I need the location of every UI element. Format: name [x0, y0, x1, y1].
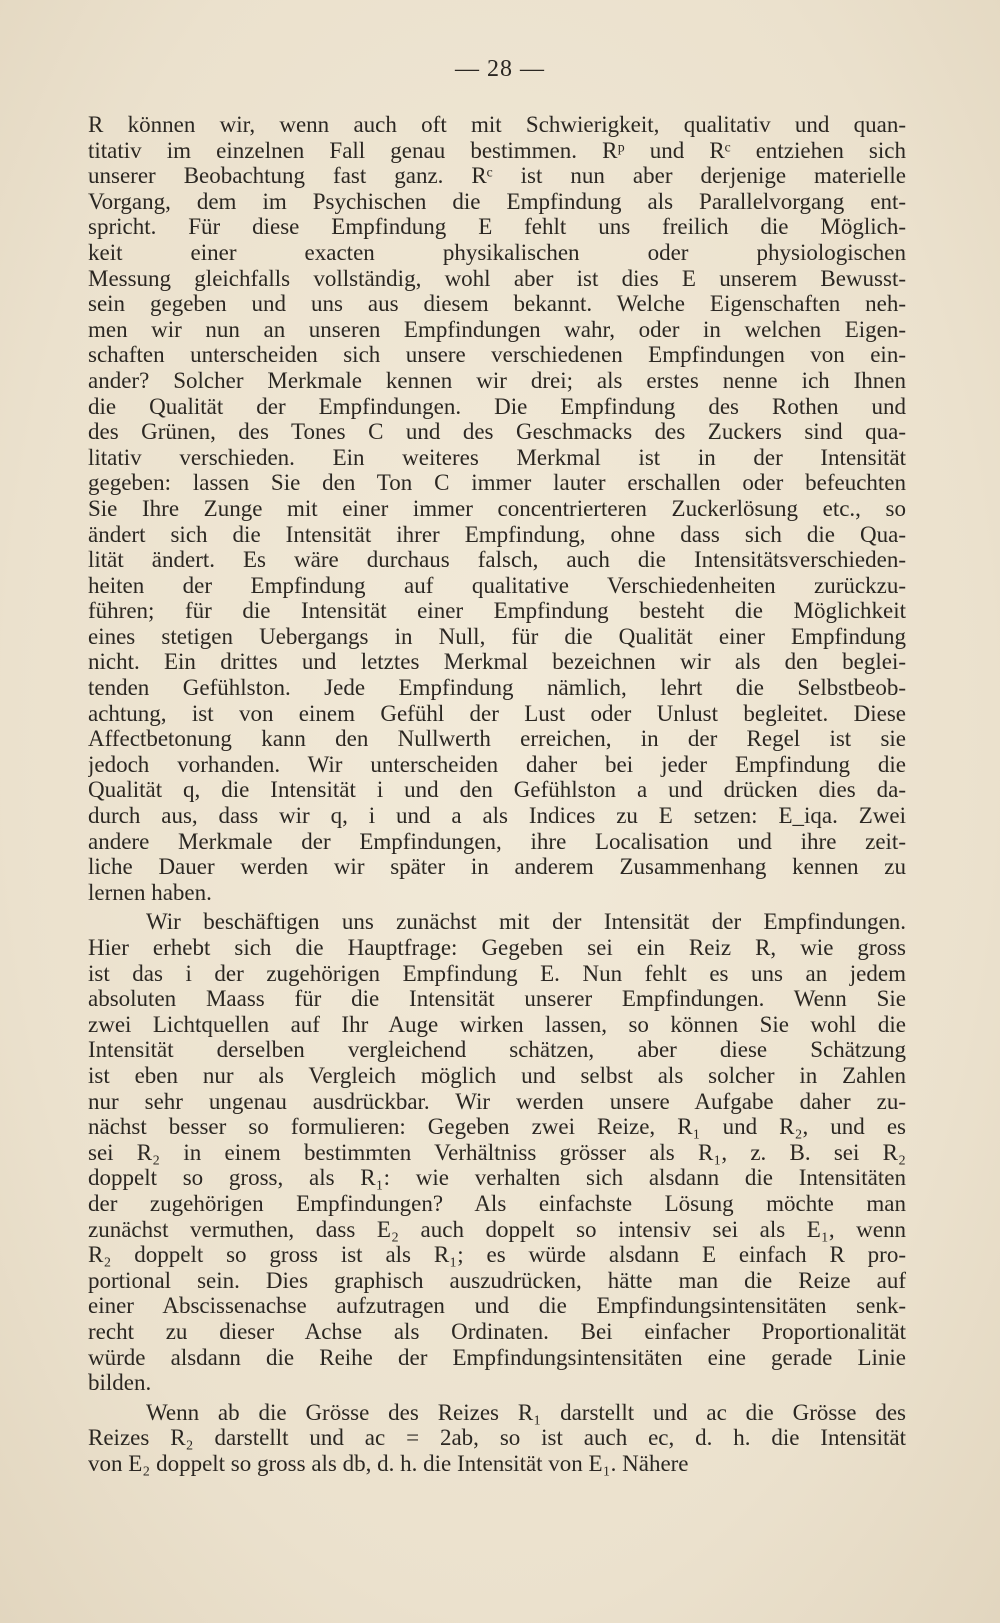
- text-line: durch aus, dass wir q, i und a als Indices zu E setzen: E_iqa. Zwei: [88, 803, 906, 829]
- text-line: Qualität q, die Intensität i und den Gefühlston a und drücken dies da-: [88, 777, 906, 803]
- text-line: Wir beschäftigen uns zunächst mit der Intensität der Empfindungen.: [146, 909, 906, 935]
- text-line: absoluten Maass für die Intensität unserer Empfindungen. Wenn Sie: [88, 986, 906, 1012]
- paragraph-3: [88, 1400, 906, 1477]
- text-line: doppelt so gross, als R₁: wie verhalten sich alsdann die Intensitäten: [88, 1165, 906, 1191]
- text-line: keit einer exacten physikalischen oder physiologischen: [88, 239, 906, 265]
- text-line: Wenn ab die Grösse des Reizes R₁ darstellt und ac die Grösse des: [146, 1399, 906, 1425]
- text-line: heiten der Empfindung auf qualitative Verschiedenheiten zurückzu-: [88, 572, 906, 598]
- paragraph-1: [88, 112, 906, 905]
- text-line: nur sehr ungenau ausdrückbar. Wir werden unsere Aufgabe daher zu-: [88, 1088, 906, 1114]
- text-line: R₂ doppelt so gross ist als R₁; es würde alsdann E einfach R pro-: [88, 1242, 906, 1268]
- text-line: einer Abscissenachse aufzutragen und die Empfindungsintensitäten senk-: [88, 1293, 906, 1319]
- text-line: zunächst vermuthen, dass E₂ auch doppelt so intensiv sei als E₁, wenn: [88, 1216, 906, 1242]
- text-line: titativ im einzelnen Fall genau bestimmen. Rᵖ und Rᶜ entziehen sich: [88, 137, 906, 163]
- text-line: spricht. Für diese Empfindung E fehlt uns freilich die Möglich-: [88, 214, 906, 240]
- text-line: der zugehörigen Empfindungen? Als einfachste Lösung möchte man: [88, 1190, 906, 1216]
- text-line: bilden.: [88, 1370, 152, 1396]
- text-line: ist das i der zugehörigen Empfindung E. Nun fehlt es uns an jedem: [88, 960, 906, 986]
- text-line: jedoch vorhanden. Wir unterscheiden daher bei jeder Empfindung die: [88, 751, 906, 777]
- text-line: portional sein. Dies graphisch auszudrücken, hätte man die Reize auf: [88, 1267, 906, 1293]
- text-line: gegeben: lassen Sie den Ton C immer lauter erschallen oder befeuchten: [88, 470, 906, 496]
- text-line: nicht. Ein drittes und letztes Merkmal bezeichnen wir als den beglei-: [88, 649, 906, 675]
- text-line: Messung gleichfalls vollständig, wohl aber ist dies E unserem Bewusst-: [88, 265, 906, 291]
- text-line: führen; für die Intensität einer Empfindung besteht die Möglichkeit: [88, 598, 906, 624]
- text-line: Affectbetonung kann den Nullwerth erreichen, in der Regel ist sie: [88, 726, 906, 752]
- text-line: R können wir, wenn auch oft mit Schwierigkeit, qualitativ und quan-: [88, 112, 906, 137]
- text-line: Hier erhebt sich die Hauptfrage: Gegeben sei ein Reiz R, wie gross: [88, 935, 906, 960]
- text-line: nächst besser so formulieren: Gegeben zwei Reize, R₁ und R₂, und es: [88, 1114, 906, 1140]
- text-line: liche Dauer werden wir später in anderem Zusammenhang kennen zu: [88, 854, 906, 880]
- text-line: andere Merkmale der Empfindungen, ihre Localisation und ihre zeit-: [88, 828, 906, 854]
- text-line: men wir nun an unseren Empfindungen wahr, oder in welchen Eigen-: [88, 316, 906, 342]
- text-line: achtung, ist von einem Gefühl der Lust oder Unlust begleitet. Diese: [88, 700, 906, 726]
- text-line: unserer Beobachtung fast ganz. Rᶜ ist nun aber derjenige materielle: [88, 163, 906, 189]
- text-line: Reizes R₂ darstellt und ac = 2ab, so ist auch ec, d. h. die Intensität: [88, 1425, 906, 1451]
- text-line: schaften unterscheiden sich unsere verschiedenen Empfindungen von ein-: [88, 342, 906, 368]
- text-line: recht zu dieser Achse als Ordinaten. Bei einfacher Proportionalität: [88, 1318, 906, 1344]
- text-line: sein gegeben und uns aus diesem bekannt. Welche Eigenschaften neh-: [88, 291, 906, 317]
- text-line: ander? Solcher Merkmale kennen wir drei; als erstes nenne ich Ihnen: [88, 367, 906, 393]
- text-line: lität ändert. Es wäre durchaus falsch, auch die Intensitätsverschieden-: [88, 547, 906, 573]
- text-line: des Grünen, des Tones C und des Geschmacks des Zuckers sind qua-: [88, 419, 906, 445]
- paragraph-2: [88, 909, 906, 1395]
- text-line: die Qualität der Empfindungen. Die Empfindung des Rothen und: [88, 393, 906, 419]
- text-line: lernen haben.: [88, 879, 212, 905]
- text-line: von E₂ doppelt so gross als db, d. h. die Intensität von E₁. Nähere: [88, 1450, 689, 1476]
- text-line: sei R₂ in einem bestimmten Verhältniss grösser als R₁, z. B. sei R₂: [88, 1139, 906, 1165]
- text-line: Intensität derselben vergleichend schätzen, aber diese Schätzung: [88, 1037, 906, 1063]
- text-line: würde alsdann die Reihe der Empfindungsintensitäten eine gerade Linie: [88, 1344, 906, 1370]
- text-line: Sie Ihre Zunge mit einer immer concentrierteren Zuckerlösung etc., so: [88, 495, 906, 521]
- text-line: tenden Gefühlston. Jede Empfindung nämlich, lehrt die Selbstbeob-: [88, 675, 906, 701]
- text-line: eines stetigen Uebergangs in Null, für die Qualität einer Empfindung: [88, 623, 906, 649]
- text-line: ändert sich die Intensität ihrer Empfindung, ohne dass sich die Qua-: [88, 521, 906, 547]
- text-line: ist eben nur als Vergleich möglich und selbst als solcher in Zahlen: [88, 1062, 906, 1088]
- body-text: [88, 112, 906, 1476]
- text-line: zwei Lichtquellen auf Ihr Auge wirken lassen, so können Sie wohl die: [88, 1011, 906, 1037]
- text-line: Vorgang, dem im Psychischen die Empfindung als Parallelvorgang ent-: [88, 188, 906, 214]
- text-line: litativ verschieden. Ein weiteres Merkmal ist in der Intensität: [88, 444, 906, 470]
- page-number: — 28 —: [455, 56, 545, 82]
